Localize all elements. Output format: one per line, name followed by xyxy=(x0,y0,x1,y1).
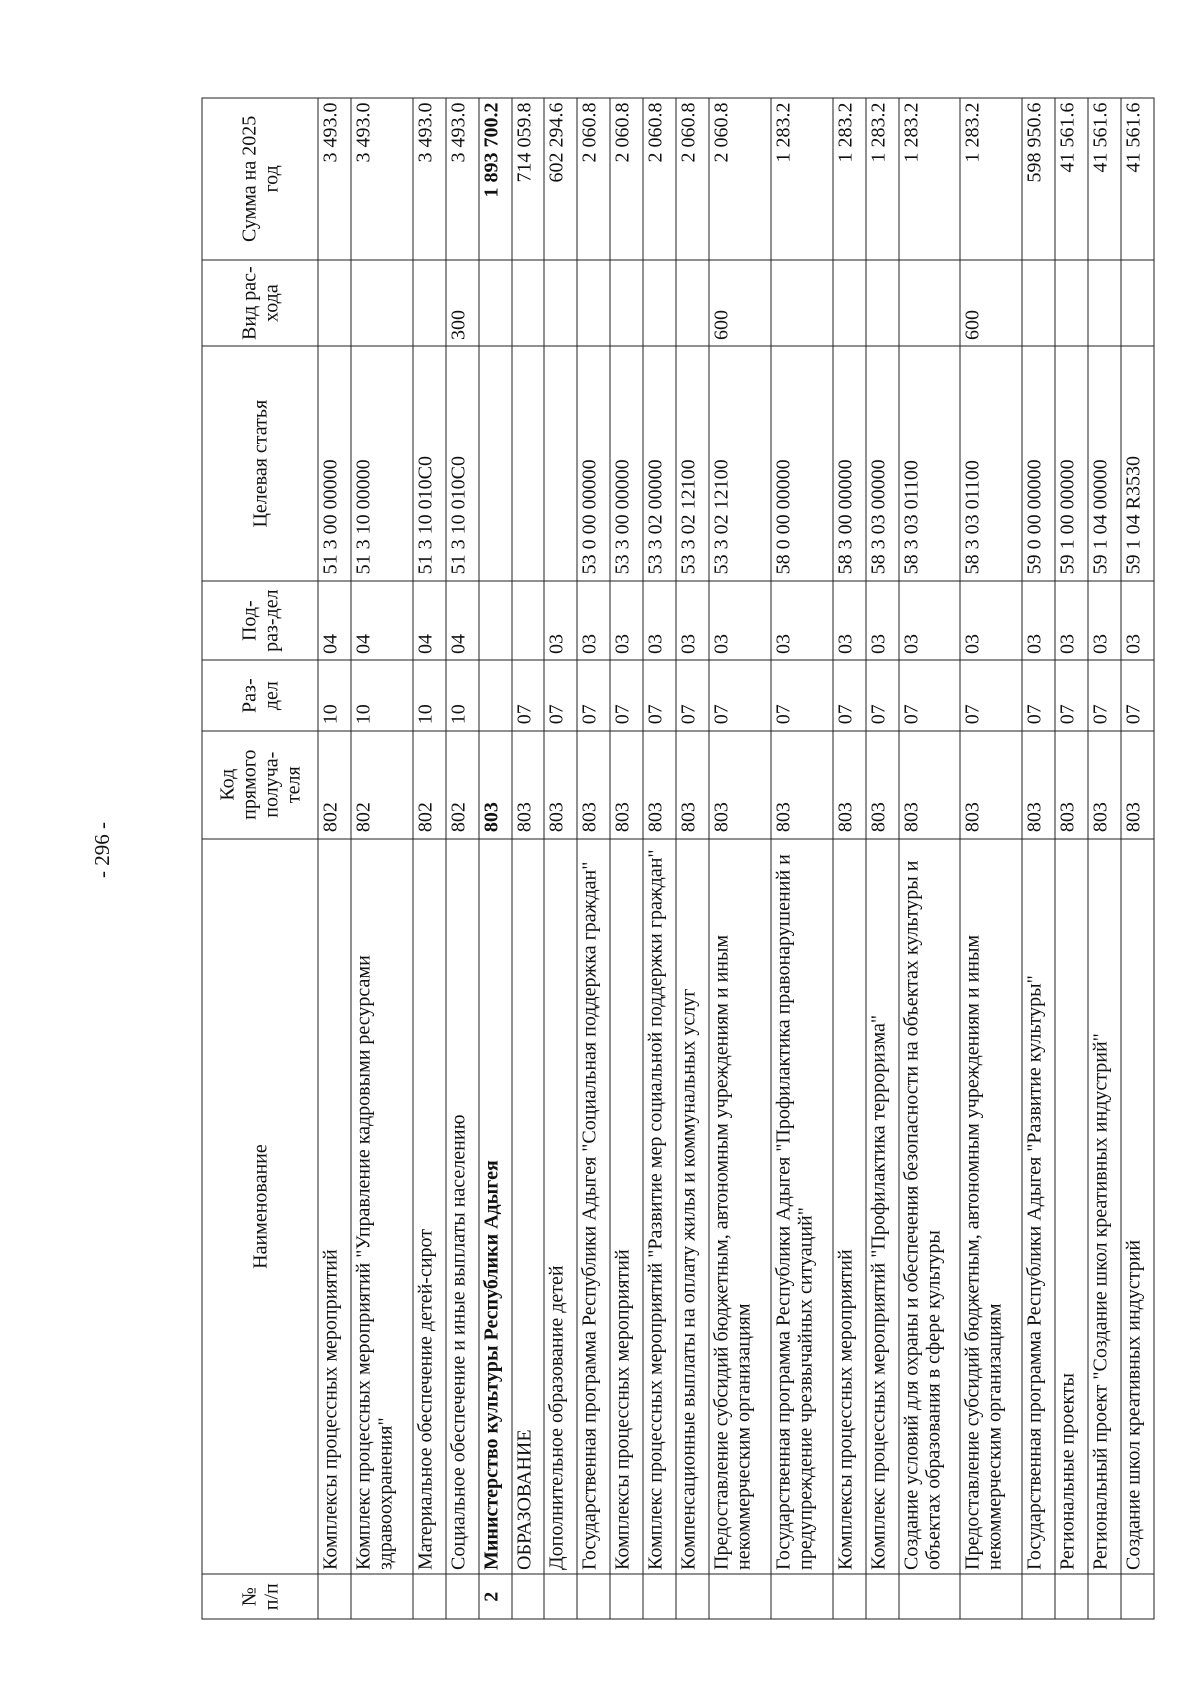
cell-expense-type xyxy=(351,259,413,346)
cell-expense-type: 600 xyxy=(709,259,771,346)
cell-expense-type: 300 xyxy=(446,259,479,346)
cell-amount: 3 493.0 xyxy=(318,98,351,260)
cell-num xyxy=(512,1574,545,1619)
header-subsection: Под-раз-дел xyxy=(202,580,318,660)
cell-num xyxy=(1121,1574,1154,1619)
cell-name: Комплекс процессных мероприятий "Профилактика терроризма" xyxy=(866,838,899,1574)
cell-section: 07 xyxy=(1121,660,1154,730)
cell-target-article: 58 0 00 00000 xyxy=(771,346,833,580)
cell-target-article: 51 3 10 010С0 xyxy=(446,346,479,580)
cell-target-article: 51 3 00 00000 xyxy=(318,346,351,580)
cell-name: Предоставление субсидий бюджетным, автономным учреждениям и иным некоммерческим организациям xyxy=(709,838,771,1574)
cell-target-article: 58 3 03 01100 xyxy=(960,346,1022,580)
cell-num xyxy=(351,1574,413,1619)
cell-subsection: 04 xyxy=(318,580,351,660)
table-row xyxy=(771,98,833,1619)
budget-table-container xyxy=(202,97,1155,1619)
table-row xyxy=(318,98,351,1619)
cell-amount: 2 060.8 xyxy=(643,98,676,260)
cell-target-article: 59 1 04 00000 xyxy=(1088,346,1121,580)
cell-target-article: 58 3 03 01100 xyxy=(899,346,961,580)
table-row xyxy=(1088,98,1121,1619)
table-row xyxy=(643,98,676,1619)
cell-section: 07 xyxy=(544,660,577,730)
cell-section: 07 xyxy=(833,660,866,730)
cell-recipient-code: 803 xyxy=(577,730,610,838)
cell-recipient-code: 802 xyxy=(446,730,479,838)
cell-subsection: 03 xyxy=(960,580,1022,660)
cell-amount: 2 060.8 xyxy=(676,98,709,260)
table-body xyxy=(318,98,1154,1619)
cell-subsection: 03 xyxy=(544,580,577,660)
table-row xyxy=(676,98,709,1619)
cell-target-article: 51 3 10 00000 xyxy=(351,346,413,580)
cell-subsection: 04 xyxy=(413,580,446,660)
cell-name: Государственная программа Республики Адыгея "Социальная поддержка граждан" xyxy=(577,838,610,1574)
cell-section: 07 xyxy=(709,660,771,730)
cell-num xyxy=(709,1574,771,1619)
cell-section: 07 xyxy=(1088,660,1121,730)
cell-section: 07 xyxy=(676,660,709,730)
header-recipient-code: Код прямого получа-теля xyxy=(202,730,318,838)
header-num: № п/п xyxy=(202,1574,318,1619)
cell-num xyxy=(643,1574,676,1619)
cell-recipient-code: 803 xyxy=(866,730,899,838)
cell-num xyxy=(544,1574,577,1619)
cell-num xyxy=(413,1574,446,1619)
cell-target-article xyxy=(544,346,577,580)
cell-section: 07 xyxy=(643,660,676,730)
cell-target-article: 59 1 04 R3530 xyxy=(1121,346,1154,580)
table-row xyxy=(866,98,899,1619)
cell-subsection xyxy=(512,580,545,660)
cell-subsection: 03 xyxy=(833,580,866,660)
table-header-row xyxy=(202,98,318,1619)
header-amount-2025: Сумма на 2025 год xyxy=(202,98,318,260)
cell-num xyxy=(676,1574,709,1619)
table-row xyxy=(479,98,512,1619)
cell-name: Региональные проекты xyxy=(1055,838,1088,1574)
cell-name: Региональный проект "Создание школ креативных индустрий" xyxy=(1088,838,1121,1574)
cell-name: Комплекс процессных мероприятий "Развитие мер социальной поддержки граждан" xyxy=(643,838,676,1574)
cell-section xyxy=(479,660,512,730)
table-row xyxy=(709,98,771,1619)
cell-target-article xyxy=(512,346,545,580)
cell-num xyxy=(446,1574,479,1619)
cell-amount: 2 060.8 xyxy=(610,98,643,260)
cell-subsection: 03 xyxy=(643,580,676,660)
cell-expense-type xyxy=(544,259,577,346)
table-row xyxy=(960,98,1022,1619)
cell-amount: 602 294.6 xyxy=(544,98,577,260)
cell-name: Компенсационные выплаты на оплату жилья и коммунальных услуг xyxy=(676,838,709,1574)
cell-amount: 41 561.6 xyxy=(1088,98,1121,260)
cell-subsection: 04 xyxy=(351,580,413,660)
cell-expense-type xyxy=(676,259,709,346)
cell-name: Дополнительное образование детей xyxy=(544,838,577,1574)
cell-recipient-code: 803 xyxy=(960,730,1022,838)
cell-amount: 3 493.0 xyxy=(351,98,413,260)
cell-subsection: 03 xyxy=(1055,580,1088,660)
cell-expense-type xyxy=(318,259,351,346)
cell-amount: 3 493.0 xyxy=(413,98,446,260)
table-row xyxy=(899,98,961,1619)
cell-amount: 2 060.8 xyxy=(709,98,771,260)
cell-section: 10 xyxy=(351,660,413,730)
cell-section: 07 xyxy=(960,660,1022,730)
cell-name: Материальное обеспечение детей-сирот xyxy=(413,838,446,1574)
cell-amount: 41 561.6 xyxy=(1055,98,1088,260)
cell-expense-type xyxy=(577,259,610,346)
cell-num xyxy=(610,1574,643,1619)
cell-expense-type xyxy=(866,259,899,346)
cell-target-article: 53 3 02 12100 xyxy=(676,346,709,580)
cell-target-article: 53 3 00 00000 xyxy=(610,346,643,580)
cell-section: 07 xyxy=(577,660,610,730)
cell-num: 2 xyxy=(479,1574,512,1619)
cell-name: Создание школ креативных индустрий xyxy=(1121,838,1154,1574)
cell-expense-type xyxy=(1022,259,1055,346)
cell-expense-type: 600 xyxy=(960,259,1022,346)
cell-section: 07 xyxy=(610,660,643,730)
cell-expense-type xyxy=(512,259,545,346)
cell-recipient-code: 803 xyxy=(1022,730,1055,838)
cell-target-article: 53 3 02 00000 xyxy=(643,346,676,580)
cell-num xyxy=(899,1574,961,1619)
cell-amount: 714 059.8 xyxy=(512,98,545,260)
cell-subsection: 03 xyxy=(899,580,961,660)
cell-subsection xyxy=(479,580,512,660)
cell-amount: 2 060.8 xyxy=(577,98,610,260)
cell-subsection: 03 xyxy=(610,580,643,660)
cell-num xyxy=(1022,1574,1055,1619)
cell-name: Министерство культуры Республики Адыгея xyxy=(479,838,512,1574)
cell-recipient-code: 803 xyxy=(643,730,676,838)
cell-section: 07 xyxy=(512,660,545,730)
cell-expense-type xyxy=(899,259,961,346)
cell-amount: 1 283.2 xyxy=(771,98,833,260)
cell-recipient-code: 803 xyxy=(512,730,545,838)
header-target-article: Целевая статья xyxy=(202,346,318,580)
cell-section: 07 xyxy=(1055,660,1088,730)
cell-subsection: 03 xyxy=(1022,580,1055,660)
cell-amount: 1 283.2 xyxy=(833,98,866,260)
table-row xyxy=(1055,98,1088,1619)
cell-amount: 1 283.2 xyxy=(866,98,899,260)
table-row xyxy=(351,98,413,1619)
table-row xyxy=(1121,98,1154,1619)
cell-num xyxy=(577,1574,610,1619)
page-number: - 296 - xyxy=(90,822,114,878)
header-expense-type: Вид рас-хода xyxy=(202,259,318,346)
table-row xyxy=(512,98,545,1619)
header-section: Раз-дел xyxy=(202,660,318,730)
cell-amount: 41 561.6 xyxy=(1121,98,1154,260)
cell-target-article: 59 0 00 00000 xyxy=(1022,346,1055,580)
cell-num xyxy=(1088,1574,1121,1619)
cell-expense-type xyxy=(1121,259,1154,346)
cell-recipient-code: 803 xyxy=(479,730,512,838)
cell-name: Комплекс процессных мероприятий "Управление кадровыми ресурсами здравоохранения" xyxy=(351,838,413,1574)
table-row xyxy=(1022,98,1055,1619)
cell-expense-type xyxy=(479,259,512,346)
cell-target-article: 59 1 00 00000 xyxy=(1055,346,1088,580)
cell-target-article: 53 3 02 12100 xyxy=(709,346,771,580)
table-row xyxy=(833,98,866,1619)
cell-subsection: 03 xyxy=(709,580,771,660)
table-row xyxy=(413,98,446,1619)
cell-name: ОБРАЗОВАНИЕ xyxy=(512,838,545,1574)
cell-section: 07 xyxy=(771,660,833,730)
cell-subsection: 03 xyxy=(676,580,709,660)
cell-expense-type xyxy=(1088,259,1121,346)
cell-expense-type xyxy=(833,259,866,346)
cell-recipient-code: 802 xyxy=(413,730,446,838)
cell-num xyxy=(833,1574,866,1619)
cell-section: 07 xyxy=(1022,660,1055,730)
cell-subsection: 04 xyxy=(446,580,479,660)
cell-expense-type xyxy=(610,259,643,346)
budget-table xyxy=(202,97,1155,1619)
cell-target-article: 51 3 10 010С0 xyxy=(413,346,446,580)
cell-subsection: 03 xyxy=(1121,580,1154,660)
cell-recipient-code: 802 xyxy=(351,730,413,838)
cell-recipient-code: 803 xyxy=(1088,730,1121,838)
table-row xyxy=(577,98,610,1619)
cell-recipient-code: 803 xyxy=(833,730,866,838)
cell-target-article: 58 3 03 00000 xyxy=(866,346,899,580)
cell-recipient-code: 803 xyxy=(610,730,643,838)
cell-subsection: 03 xyxy=(577,580,610,660)
cell-section: 07 xyxy=(866,660,899,730)
cell-recipient-code: 803 xyxy=(1121,730,1154,838)
table-row xyxy=(446,98,479,1619)
cell-expense-type xyxy=(1055,259,1088,346)
cell-recipient-code: 803 xyxy=(899,730,961,838)
cell-name: Государственная программа Республики Адыгея "Развитие культуры" xyxy=(1022,838,1055,1574)
cell-name: Создание условий для охраны и обеспечения безопасности на объектах культуры и объектах образования в сфере культуры xyxy=(899,838,961,1574)
table-row xyxy=(544,98,577,1619)
cell-expense-type xyxy=(771,259,833,346)
cell-subsection: 03 xyxy=(1088,580,1121,660)
cell-target-article: 58 3 00 00000 xyxy=(833,346,866,580)
cell-recipient-code: 803 xyxy=(676,730,709,838)
cell-recipient-code: 803 xyxy=(1055,730,1088,838)
cell-num xyxy=(318,1574,351,1619)
cell-recipient-code: 802 xyxy=(318,730,351,838)
cell-recipient-code: 803 xyxy=(771,730,833,838)
cell-name: Комплексы процессных мероприятий xyxy=(833,838,866,1574)
cell-name: Предоставление субсидий бюджетным, автономным учреждениям и иным некоммерческим организациям xyxy=(960,838,1022,1574)
cell-subsection: 03 xyxy=(771,580,833,660)
cell-expense-type xyxy=(643,259,676,346)
cell-recipient-code: 803 xyxy=(709,730,771,838)
cell-subsection: 03 xyxy=(866,580,899,660)
cell-target-article: 53 0 00 00000 xyxy=(577,346,610,580)
cell-num xyxy=(866,1574,899,1619)
cell-expense-type xyxy=(413,259,446,346)
cell-name: Государственная программа Республики Адыгея "Профилактика правонарушений и предупреждение чрезвычайных ситуаций" xyxy=(771,838,833,1574)
cell-num xyxy=(771,1574,833,1619)
cell-num xyxy=(1055,1574,1088,1619)
cell-amount: 3 493.0 xyxy=(446,98,479,260)
cell-amount: 598 950.6 xyxy=(1022,98,1055,260)
cell-section: 10 xyxy=(446,660,479,730)
cell-amount: 1 283.2 xyxy=(899,98,961,260)
cell-name: Социальное обеспечение и иные выплаты населению xyxy=(446,838,479,1574)
table-row xyxy=(610,98,643,1619)
cell-section: 07 xyxy=(899,660,961,730)
cell-amount: 1 893 700.2 xyxy=(479,98,512,260)
cell-name: Комплексы процессных мероприятий xyxy=(610,838,643,1574)
cell-target-article xyxy=(479,346,512,580)
cell-num xyxy=(960,1574,1022,1619)
header-name: Наименование xyxy=(202,838,318,1574)
cell-section: 10 xyxy=(413,660,446,730)
cell-amount: 1 283.2 xyxy=(960,98,1022,260)
cell-name: Комплексы процессных мероприятий xyxy=(318,838,351,1574)
cell-section: 10 xyxy=(318,660,351,730)
cell-recipient-code: 803 xyxy=(544,730,577,838)
